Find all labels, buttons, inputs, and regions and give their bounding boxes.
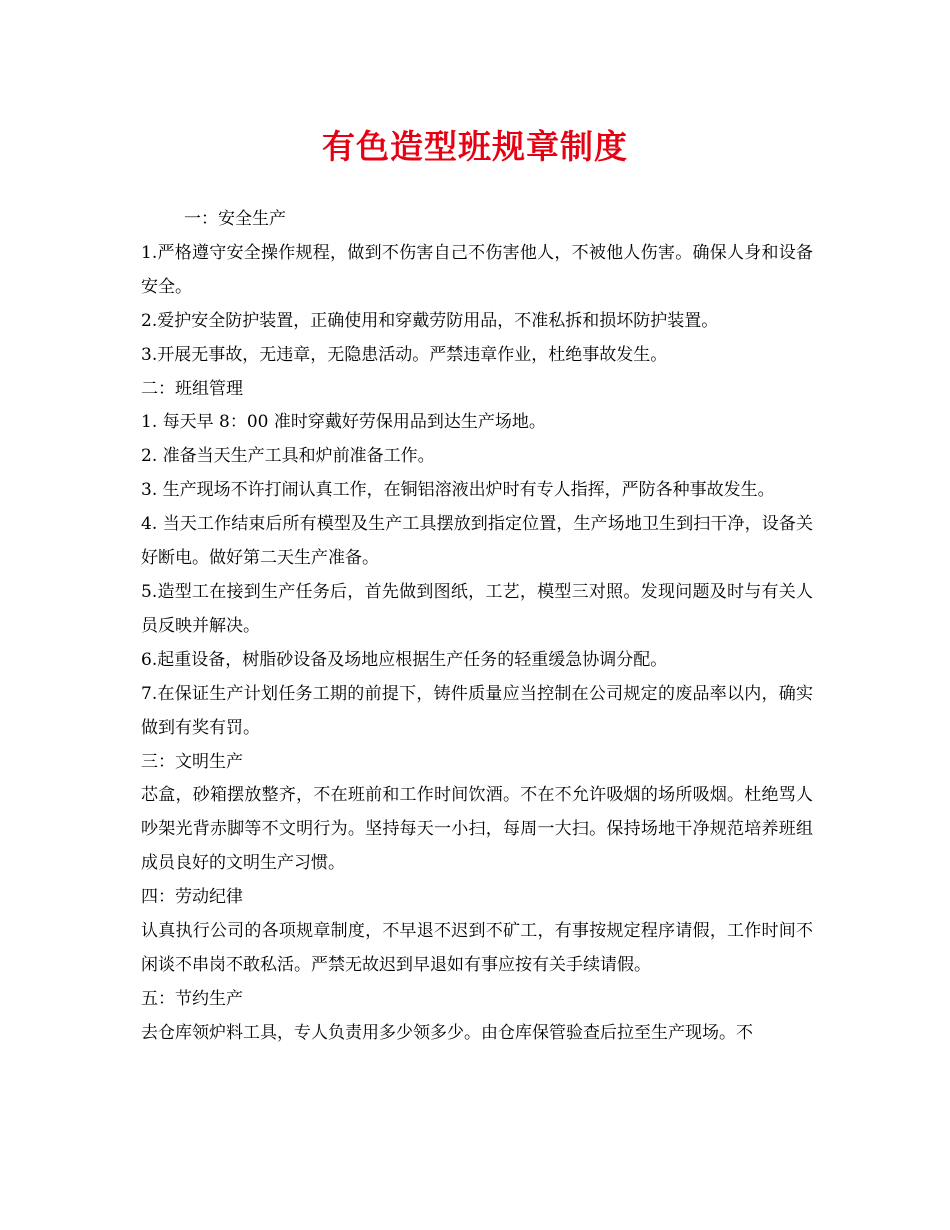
paragraph-management-6: 6.起重设备，树脂砂设备及场地应根据生产任务的轻重缓急协调分配。 xyxy=(141,649,668,670)
paragraph-civilized-production: 芯盒，砂箱摆放整齐，不在班前和工作时间饮酒。不在不允许吸烟的场所吸烟。杜绝骂人吵架光背赤脚等不文明行为。坚持每天一小扫，每周一大扫。保持场地干净规范培养班组成员良好的文明生产习惯。 xyxy=(141,785,813,874)
paragraph-safety-3: 3.开展无事故，无违章，无隐患活动。严禁违章作业，杜绝事故发生。 xyxy=(141,344,668,365)
paragraph-management-3: 3. 生产现场不许打闹认真工作，在铜铝溶液出炉时有专人指挥，严防各种事故发生。 xyxy=(141,480,775,501)
paragraph-management-1: 1. 每天早 8：00 准时穿戴好劳保用品到达生产场地。 xyxy=(141,412,546,433)
paragraph-economical-production: 去仓库领炉料工具，专人负责用多少领多少。由仓库保管验查后拉至生产现场。不 xyxy=(141,1022,753,1043)
paragraph-management-7: 7.在保证生产计划任务工期的前提下，铸件质量应当控制在公司规定的废品率以内，确实做到有奖有罚。 xyxy=(141,683,813,738)
document-title: 有色造型班规章制度 xyxy=(322,127,628,166)
paragraph-safety-2: 2.爱护安全防护装置，正确使用和穿戴劳防用品，不准私拆和损坏防护装置。 xyxy=(141,310,719,331)
paragraph-management-2: 2. 准备当天生产工具和炉前准备工作。 xyxy=(141,446,435,467)
document-body xyxy=(141,203,813,1051)
paragraph-safety-1: 1.严格遵守安全操作规程，做到不伤害自己不伤害他人，不被他人伤害。确保人身和设备安全。 xyxy=(141,242,813,297)
section-heading-labor-discipline: 四：劳动纪律 xyxy=(141,887,243,908)
paragraph-management-4: 4. 当天工作结束后所有模型及生产工具摆放到指定位置，生产场地卫生到扫干净，设备关好断电。做好第二天生产准备。 xyxy=(141,514,813,569)
section-heading-civilized-production: 三：文明生产 xyxy=(141,751,243,772)
paragraph-labor-discipline: 认真执行公司的各项规章制度，不早退不迟到不矿工，有事按规定程序请假，工作时间不闲谈不串岗不敢私活。严禁无故迟到早退如有事应按有关手续请假。 xyxy=(141,921,813,975)
paragraph-management-5: 5.造型工在接到生产任务后，首先做到图纸，工艺，模型三对照。发现问题及时与有关人员反映并解决。 xyxy=(141,581,813,636)
section-heading-economical-production: 五：节约生产 xyxy=(141,988,243,1009)
section-heading-team-management: 二：班组管理 xyxy=(141,378,243,399)
section-heading-safety: 一：安全生产 xyxy=(184,209,286,229)
